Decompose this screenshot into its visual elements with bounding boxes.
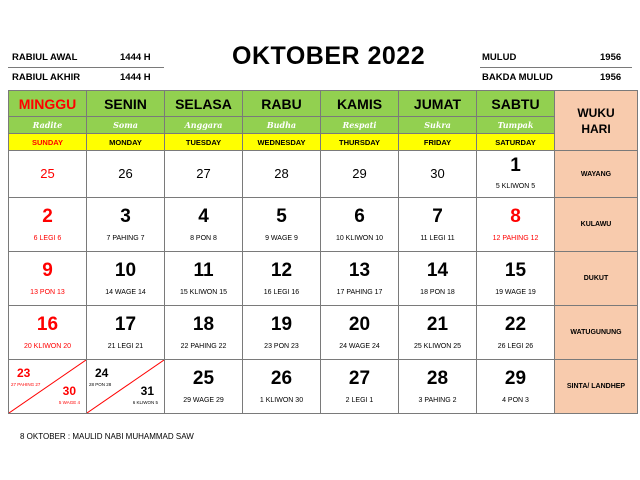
date-cell[interactable] (399, 306, 477, 360)
date-number: 9 (42, 260, 53, 281)
date-number: 17 (114, 314, 137, 335)
date-number: 21 (426, 314, 449, 335)
date-number: 28 (426, 368, 449, 389)
date-cell[interactable] (321, 360, 399, 414)
split-pasaran-upper: 28 PON 28 (89, 382, 112, 387)
date-cell[interactable] (321, 198, 399, 252)
pasaran-label: 18 PON 18 (420, 289, 455, 296)
day-header-kamis: KAMIS (321, 91, 399, 117)
date-cell[interactable] (87, 151, 165, 198)
pasaran-label: 12 PAHING 12 (492, 235, 539, 242)
date-number: 3 (120, 206, 131, 227)
date-number: 10 (114, 260, 137, 281)
pasaran-label: 7 PAHING 7 (106, 235, 145, 242)
date-number: 4 (198, 206, 209, 227)
date-cell[interactable] (399, 151, 477, 198)
javanese-divider-1 (480, 67, 632, 68)
en-day-sunday: SUNDAY (9, 134, 87, 151)
split-pasaran-upper: 27 PAHING 27 (11, 382, 41, 387)
javanese-month-2-year: 1956 (600, 72, 622, 83)
en-day-tuesday: TUESDAY (165, 134, 243, 151)
date-cell[interactable] (477, 252, 555, 306)
calendar-grid (8, 90, 638, 414)
pasaran-label: 1 KLIWON 30 (259, 397, 304, 404)
date-cell[interactable] (243, 151, 321, 198)
day-header-rabu: RABU (243, 91, 321, 117)
date-cell[interactable] (477, 360, 555, 414)
pasaran-label: 11 LEGI 11 (420, 235, 455, 242)
date-number: 8 (510, 206, 521, 227)
hijri-month-1-year: 1444 H (120, 52, 151, 63)
date-number: 26 (270, 368, 293, 389)
en-day-friday: FRIDAY (399, 134, 477, 151)
javanese-day-row (9, 117, 638, 134)
wuku-label: DUKUT (555, 252, 638, 306)
date-cell[interactable] (477, 198, 555, 252)
pasaran-label: 17 PAHING 17 (336, 289, 383, 296)
jv-day-selasa: Anggara (165, 117, 243, 134)
date-cell[interactable] (87, 198, 165, 252)
wuku-header-line2: HARI (581, 121, 611, 136)
page-title: OKTOBER 2022 (232, 42, 426, 70)
pasaran-label: 21 LEGI 21 (107, 343, 144, 350)
jv-day-sabtu: Tumpak (477, 117, 555, 134)
jv-day-kamis: Respati (321, 117, 399, 134)
pasaran-label: 19 WAGE 19 (495, 289, 536, 296)
pasaran-label: 3 PAHING 2 (418, 397, 457, 404)
pasaran-label: 4 PON 3 (502, 397, 529, 404)
pasaran-label: 14 WAGE 14 (105, 289, 146, 296)
date-cell[interactable] (477, 306, 555, 360)
date-cell[interactable] (321, 306, 399, 360)
date-cell[interactable] (243, 306, 321, 360)
date-number: 25 (40, 166, 55, 181)
split-pasaran-lower: 6 KLIWON 5 (132, 400, 158, 405)
pasaran-label: 2 LEGI 1 (345, 397, 374, 404)
split-date-upper: 24 (95, 366, 109, 380)
wuku-label: WAYANG (555, 151, 638, 198)
hijri-month-2-name: RABIUL AKHIR (12, 72, 81, 83)
pasaran-label: 23 PON 23 (264, 343, 299, 350)
pasaran-label: 20 KLIWON 20 (23, 343, 72, 350)
day-header-selasa: SELASA (165, 91, 243, 117)
week-row-1 (9, 151, 638, 198)
date-cell[interactable] (9, 198, 87, 252)
date-cell[interactable] (87, 252, 165, 306)
date-cell[interactable] (399, 360, 477, 414)
date-number: 25 (192, 368, 215, 389)
split-date-lower: 30 (62, 384, 76, 398)
en-day-thursday: THURSDAY (321, 134, 399, 151)
date-number: 7 (432, 206, 443, 227)
english-day-row (9, 134, 638, 151)
date-number: 6 (354, 206, 365, 227)
week-row-5 (9, 360, 638, 414)
day-header-senin: SENIN (87, 91, 165, 117)
wuku-label: SINTA/ LANDHEP (555, 360, 638, 414)
pasaran-label: 13 PON 13 (30, 289, 65, 296)
date-number: 20 (348, 314, 371, 335)
date-number: 2 (42, 206, 53, 227)
split-date-cell-sunday[interactable] (9, 360, 87, 414)
week-row-3 (9, 252, 638, 306)
date-number: 11 (193, 260, 214, 281)
date-cell[interactable] (165, 360, 243, 414)
date-number: 27 (348, 368, 371, 389)
holiday-footnote: 8 OKTOBER : MAULID NABI MUHAMMAD SAW (20, 432, 194, 441)
pasaran-label: 6 LEGI 6 (33, 235, 62, 242)
date-number: 12 (270, 260, 293, 281)
date-number: 1 (510, 155, 521, 176)
jv-day-rabu: Budha (243, 117, 321, 134)
week-row-4 (9, 306, 638, 360)
date-cell[interactable] (165, 306, 243, 360)
pasaran-label: 24 WAGE 24 (339, 343, 380, 350)
date-number: 5 (276, 206, 287, 227)
date-cell[interactable] (9, 151, 87, 198)
date-number: 14 (426, 260, 449, 281)
jv-day-minggu: Radite (9, 117, 87, 134)
date-number: 30 (430, 166, 445, 181)
split-date-cell-monday[interactable] (87, 360, 165, 414)
date-number: 13 (348, 260, 371, 281)
javanese-month-1-name: MULUD (482, 52, 517, 63)
date-cell[interactable] (87, 306, 165, 360)
javanese-month-2-name: BAKDA MULUD (482, 72, 553, 83)
date-cell[interactable] (165, 198, 243, 252)
pasaran-label: 10 KLIWON 10 (335, 235, 384, 242)
day-header-sabtu: SABTU (477, 91, 555, 117)
split-date-upper: 23 (17, 366, 31, 380)
split-date-lower: 31 (140, 384, 154, 398)
en-day-saturday: SATURDAY (477, 134, 555, 151)
pasaran-label: 8 PON 8 (190, 235, 217, 242)
pasaran-label: 26 LEGI 26 (497, 343, 534, 350)
date-cell[interactable] (165, 252, 243, 306)
wuku-header (555, 91, 638, 151)
pasaran-label: 25 KLIWON 25 (413, 343, 462, 350)
date-cell[interactable] (243, 252, 321, 306)
wuku-label: KULAWU (555, 198, 638, 252)
en-day-monday: MONDAY (87, 134, 165, 151)
date-cell[interactable] (9, 252, 87, 306)
pasaran-label: 15 KLIWON 15 (179, 289, 228, 296)
date-number: 29 (352, 166, 367, 181)
day-header-jumat: JUMAT (399, 91, 477, 117)
pasaran-label: 5 KLIWON 5 (495, 183, 536, 190)
date-cell[interactable] (399, 198, 477, 252)
date-cell[interactable] (321, 151, 399, 198)
date-cell[interactable] (243, 360, 321, 414)
date-cell[interactable] (399, 252, 477, 306)
en-day-wednesday: WEDNESDAY (243, 134, 321, 151)
javanese-month-1-year: 1956 (600, 52, 622, 63)
date-cell[interactable] (477, 151, 555, 198)
day-header-minggu: MINGGU (9, 91, 87, 117)
date-cell[interactable] (165, 151, 243, 198)
date-number: 28 (274, 166, 289, 181)
hijri-divider-1 (8, 67, 164, 68)
pasaran-label: 29 WAGE 29 (183, 397, 224, 404)
date-cell[interactable] (9, 306, 87, 360)
date-number: 27 (196, 166, 211, 181)
split-pasaran-lower: 5 WAGE 4 (58, 400, 80, 405)
date-number: 19 (270, 314, 293, 335)
hijri-month-2-year: 1444 H (120, 72, 151, 83)
date-number: 16 (36, 314, 59, 335)
pasaran-label: 9 WAGE 9 (265, 235, 298, 242)
date-cell[interactable] (321, 252, 399, 306)
day-name-row (9, 91, 638, 117)
hijri-month-1-name: RABIUL AWAL (12, 52, 78, 63)
date-number: 15 (504, 260, 527, 281)
pasaran-label: 16 LEGI 16 (263, 289, 300, 296)
date-number: 18 (192, 314, 215, 335)
wuku-header-line1: WUKU (577, 105, 615, 120)
jv-day-jumat: Sukra (399, 117, 477, 134)
date-cell[interactable] (243, 198, 321, 252)
jv-day-senin: Soma (87, 117, 165, 134)
date-number: 26 (118, 166, 133, 181)
week-row-2 (9, 198, 638, 252)
date-number: 29 (504, 368, 527, 389)
pasaran-label: 22 PAHING 22 (180, 343, 227, 350)
date-number: 22 (504, 314, 527, 335)
wuku-label: WATUGUNUNG (555, 306, 638, 360)
